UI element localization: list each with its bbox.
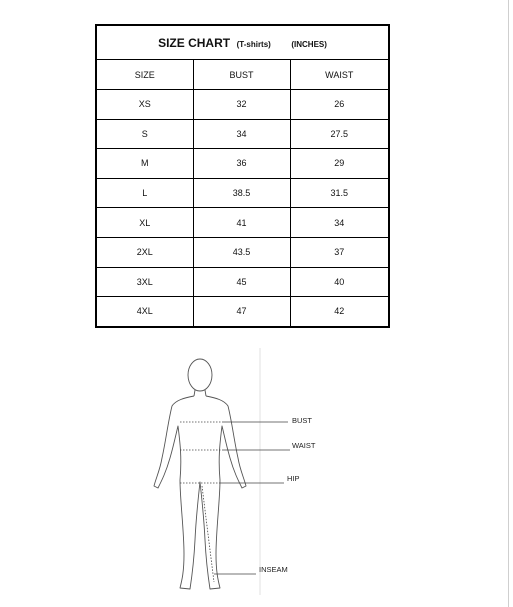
table-row [96,90,389,120]
bust-cell: 34 [193,119,290,149]
table-row [96,119,389,149]
table-row [96,297,389,327]
bust-cell: 32 [193,90,290,120]
waist-label: WAIST [292,441,316,450]
inseam-label: INSEAM [259,565,288,574]
size-cell: 2XL [96,237,193,267]
bust-cell: 43.5 [193,237,290,267]
table-row [96,208,389,238]
hip-label: HIP [287,474,300,483]
size-cell: XL [96,208,193,238]
table-row [96,237,389,267]
bust-cell: 45 [193,267,290,297]
waist-cell: 26 [290,90,389,120]
size-cell: M [96,149,193,179]
column-header-bust: BUST [193,60,290,90]
column-header-size: SIZE [96,60,193,90]
size-cell: XS [96,90,193,120]
size-chart-subtitle: (T-shirts) [236,39,271,49]
bust-cell: 36 [193,149,290,179]
waist-cell: 37 [290,237,389,267]
figure-head [188,359,212,391]
waist-cell: 42 [290,297,389,327]
size-cell: S [96,119,193,149]
size-cell: 4XL [96,297,193,327]
table-row [96,149,389,179]
bust-cell: 47 [193,297,290,327]
body-measurement-figure [140,340,330,600]
table-row [96,178,389,208]
bust-cell: 38.5 [193,178,290,208]
waist-cell: 34 [290,208,389,238]
waist-cell: 27.5 [290,119,389,149]
column-header-waist: WAIST [290,60,389,90]
table-row [96,267,389,297]
bust-label: BUST [292,416,313,425]
size-chart-title: SIZE CHART [158,35,231,50]
size-chart-unit: (INCHES) [291,39,327,49]
bust-cell: 41 [193,208,290,238]
header-row [96,60,389,90]
waist-cell: 29 [290,149,389,179]
size-chart-table [95,24,390,328]
inseam-measure-line [202,486,214,582]
size-cell: 3XL [96,267,193,297]
figure-body [154,396,246,589]
size-chart-title-cell [96,25,389,60]
waist-cell: 40 [290,267,389,297]
page-edge-divider [508,0,509,607]
size-cell: L [96,178,193,208]
waist-cell: 31.5 [290,178,389,208]
